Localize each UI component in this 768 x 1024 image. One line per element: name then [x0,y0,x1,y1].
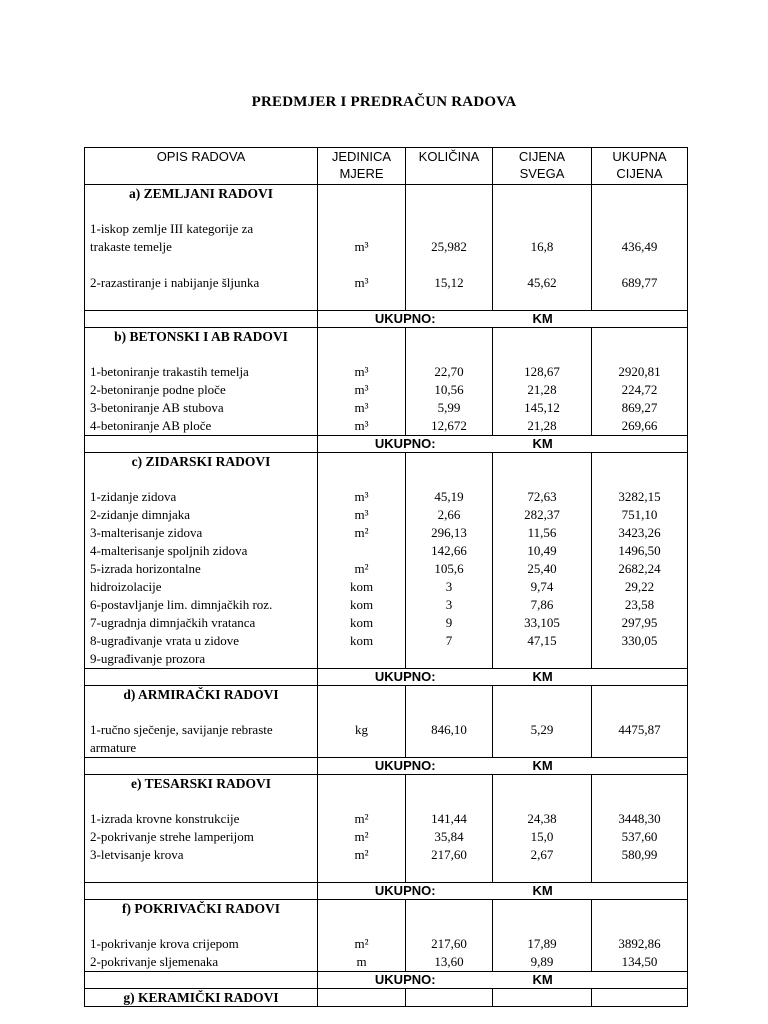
subtotal-row [85,758,688,775]
item-quantity-line [406,345,492,363]
item-quantity-line: 45,19 [434,489,464,504]
item-price-line: 10,49 [527,543,557,558]
item-total-line [592,345,687,363]
subtotal-currency: KM [493,972,688,989]
item-total-line: 2920,81 [618,364,661,379]
item-quantity-line: 105,6 [434,561,464,576]
item-price-line: 33,105 [524,615,560,630]
item-unit-line: m² [354,936,369,951]
item-quantity-line: 217,60 [431,847,467,862]
item-description-line: 1-izrada krovne konstrukcije [90,811,240,826]
item-price [493,185,592,311]
subtotal-label: UKUPNO: [318,883,493,900]
item-quantity [406,775,493,883]
item-quantity-line: 217,60 [431,936,467,951]
subtotal-label: UKUPNO: [318,758,493,775]
item-unit [318,328,406,436]
item-price-line: 128,67 [524,364,560,379]
item-description-line: 2-betoniranje podne ploče [90,382,226,397]
item-total-line: 2682,24 [618,561,661,576]
item-description-line: 9-ugrađivanje prozora [90,651,206,666]
item-price-line [493,202,591,220]
item-total [592,328,688,436]
item-price-line [493,917,591,935]
subtotal-row [85,883,688,900]
item-quantity-line: 15,12 [434,275,464,290]
header-cijena: CIJENA SVEGA [493,148,592,185]
item-price-line: 9,89 [530,954,554,969]
item-price-line [493,739,591,757]
item-unit-line: m² [354,847,369,862]
item-total-line: 134,50 [621,954,658,969]
item-price-line: 72,63 [527,489,557,504]
item-description-line: 7-ugradnja dimnjačkih vratanca [90,615,256,630]
item-quantity-line: 142,66 [431,543,467,558]
section-title: g) KERAMIČKI RADOVI [123,990,279,1005]
subtotal-blank [85,669,318,686]
item-quantity-line: 846,10 [431,722,467,737]
item-price [493,989,592,1007]
item-quantity-line [406,220,492,238]
item-unit [318,989,406,1007]
item-total [592,989,688,1007]
item-unit-line [318,220,405,238]
item-total [592,686,688,758]
section-title: f) POKRIVAČKI RADOVI [121,901,280,916]
item-unit-line: kom [349,633,374,648]
item-unit-line: m³ [354,418,369,433]
item-description [85,686,318,758]
item-price-line: 145,12 [524,400,560,415]
item-description-line: 2-zidanje dimnjaka [90,507,190,522]
item-price-line: 21,28 [527,418,557,433]
item-unit [318,686,406,758]
subtotal-blank [85,436,318,453]
item-description-line: 5-izrada horizontalne [90,561,201,576]
item-description-line [85,202,317,220]
item-price-line [493,220,591,238]
item-description-line: 2-razastiranje i nabijanje šljunka [90,275,260,290]
item-unit-line [318,542,405,560]
item-total [592,900,688,972]
item-total-line: 3423,26 [618,525,661,540]
item-total [592,185,688,311]
item-price-line [493,703,591,721]
item-total-line [592,917,687,935]
item-total-line [592,792,687,810]
item-description-line [85,703,317,721]
item-description-line: 3-betoniranje AB stubova [90,400,224,415]
item-total-line: 3448,30 [618,811,661,826]
item-unit-line: m² [354,561,369,576]
section-title: c) ZIDARSKI RADOVI [131,454,271,469]
header-ukupna: UKUPNA CIJENA [592,148,688,185]
section-row [85,686,688,758]
item-unit-line: kom [349,597,374,612]
item-total-line: 537,60 [621,829,658,844]
item-total-line: 3282,15 [618,489,661,504]
item-price-line: 15,0 [530,829,554,844]
item-quantity-line: 10,56 [434,382,464,397]
item-total [592,453,688,669]
subtotal-label: UKUPNO: [318,669,493,686]
item-price-line: 25,40 [527,561,557,576]
item-description-line [85,917,317,935]
item-price-line [493,650,591,668]
item-unit-line: m² [354,811,369,826]
item-quantity-line: 22,70 [434,364,464,379]
item-price-line: 2,67 [530,847,554,862]
subtotal-label: UKUPNO: [318,311,493,328]
item-unit-line: m³ [354,239,369,254]
item-total-line [592,256,687,274]
item-unit-line [318,202,405,220]
item-unit-line: m³ [354,400,369,415]
item-total-line: 224,72 [621,382,658,397]
item-description [85,453,318,669]
section-title: b) BETONSKI I AB RADOVI [114,329,288,344]
item-quantity-line: 9 [445,615,453,630]
item-total-line [592,220,687,238]
section-title: e) TESARSKI RADOVI [130,776,272,791]
item-description-line: 1-ručno sječenje, savijanje rebraste [90,722,273,737]
item-quantity [406,328,493,436]
item-unit-line [318,917,405,935]
subtotal-currency: KM [493,436,688,453]
item-quantity-line [406,739,492,757]
item-description-line: 8-ugrađivanje vrata u zidove [90,633,240,648]
subtotal-blank [85,758,318,775]
item-total-line: 297,95 [621,615,658,630]
item-total-line [592,470,687,488]
item-quantity-line: 3 [445,579,453,594]
item-price [493,686,592,758]
item-price-line: 21,28 [527,382,557,397]
item-description-line: 4-betoniranje AB ploče [90,418,212,433]
item-price-line: 282,37 [524,507,560,522]
item-unit-line [318,739,405,757]
section-row [85,900,688,972]
item-quantity-line [406,256,492,274]
item-quantity-line: 2,66 [437,507,461,522]
item-quantity-line [406,202,492,220]
item-description-line: hidroizolacije [90,579,162,594]
item-total-line: 1496,50 [618,543,661,558]
item-price-line [493,345,591,363]
item-quantity-line [406,650,492,668]
cost-estimate-table [84,147,688,1007]
item-unit-line [318,792,405,810]
item-description [85,328,318,436]
section-row [85,453,688,669]
item-total-line: 3892,86 [618,936,661,951]
item-price-line: 45,62 [527,275,557,290]
subtotal-blank [85,972,318,989]
item-unit [318,185,406,311]
subtotal-row [85,669,688,686]
item-quantity-line: 25,982 [431,239,467,254]
item-quantity-line [406,917,492,935]
item-total-line: 689,77 [621,275,658,290]
item-unit-line: m² [354,829,369,844]
item-price-line: 7,86 [530,597,554,612]
item-total-line: 751,10 [621,507,658,522]
item-quantity-line [406,792,492,810]
item-price [493,328,592,436]
subtotal-blank [85,883,318,900]
subtotal-currency: KM [493,669,688,686]
item-description-line [85,470,317,488]
item-total-line: 436,49 [621,239,658,254]
item-unit-line [318,703,405,721]
item-price-line: 24,38 [527,811,557,826]
item-unit-line: m [356,954,367,969]
item-quantity-line: 3 [445,597,453,612]
item-description-line: trakaste temelje [90,239,172,254]
item-total-line [592,703,687,721]
section-row [85,185,688,311]
item-price-line: 5,29 [530,722,554,737]
item-price-line [493,470,591,488]
item-unit-line [318,345,405,363]
item-total-line: 23,58 [624,597,655,612]
item-description-line [85,345,317,363]
item-description-line: 1-betoniranje trakastih temelja [90,364,249,379]
item-description-line: 1-iskop zemlje III kategorije za [90,221,254,236]
item-quantity-line: 7 [445,633,453,648]
section-title: d) ARMIRAČKI RADOVI [123,687,279,702]
item-quantity-line: 12,672 [431,418,467,433]
header-row [85,148,688,185]
item-description [85,775,318,883]
subtotal-label: UKUPNO: [318,972,493,989]
item-total-line: 29,22 [624,579,655,594]
item-quantity [406,686,493,758]
item-unit-line: m³ [354,382,369,397]
item-price [493,775,592,883]
item-total-line [592,739,687,757]
item-unit-line: kg [355,722,368,737]
item-unit [318,453,406,669]
section-row [85,328,688,436]
item-total-line: 869,27 [621,400,658,415]
item-description-line: 2-pokrivanje sljemenaka [90,954,219,969]
item-description-line: 3-malterisanje zidova [90,525,203,540]
item-description [85,989,318,1007]
subtotal-label: UKUPNO: [318,436,493,453]
item-quantity-line: 35,84 [434,829,464,844]
item-description-line: 4-malterisanje spoljnih zidova [90,543,248,558]
item-unit-line [318,256,405,274]
subtotal-blank [85,311,318,328]
page-title: PREDMJER I PREDRAČUN RADOVA [251,94,517,110]
item-unit-line: m³ [354,507,369,522]
subtotal-row [85,436,688,453]
item-price-line [493,256,591,274]
header-kolicina: KOLIČINA [406,148,493,185]
item-price-line: 9,74 [530,579,554,594]
item-unit-line [318,470,405,488]
item-price [493,900,592,972]
item-quantity-line: 141,44 [431,811,467,826]
item-quantity-line: 13,60 [434,954,464,969]
item-quantity-line [406,703,492,721]
item-unit-line [318,650,405,668]
item-description-line: 1-pokrivanje krova crijepom [90,936,239,951]
section-title: a) ZEMLJANI RADOVI [128,186,273,201]
subtotal-currency: KM [493,758,688,775]
item-quantity-line [406,470,492,488]
header-jedinica: JEDINICA MJERE [318,148,406,185]
subtotal-row [85,311,688,328]
item-total-line: 580,99 [621,847,658,862]
item-quantity-line: 5,99 [437,400,461,415]
item-unit-line: kom [349,615,374,630]
item-price-line: 11,56 [527,525,557,540]
item-description-line [85,256,317,274]
item-price [493,453,592,669]
item-quantity [406,185,493,311]
item-quantity [406,900,493,972]
item-description-line: 2-pokrivanje strehe lamperijom [90,829,254,844]
item-total-line: 4475,87 [618,722,661,737]
item-total-line: 330,05 [621,633,658,648]
item-price-line: 16,8 [530,239,554,254]
item-total-line: 269,66 [621,418,658,433]
item-unit-line: m³ [354,275,369,290]
item-quantity [406,989,493,1007]
item-total-line [592,650,687,668]
item-unit-line: m³ [354,489,369,504]
item-description-line: 3-letvisanje krova [90,847,184,862]
subtotal-row [85,972,688,989]
item-unit-line: kom [349,579,374,594]
item-unit [318,900,406,972]
item-description [85,900,318,972]
item-unit-line: m² [354,525,369,540]
subtotal-currency: KM [493,883,688,900]
subtotal-currency: KM [493,311,688,328]
item-total-line [592,202,687,220]
item-unit-line: m³ [354,364,369,379]
item-description [85,185,318,311]
header-opis: OPIS RADOVA [85,148,318,185]
item-price-line: 17,89 [527,936,557,951]
item-quantity-line: 296,13 [431,525,467,540]
item-price-line: 47,15 [527,633,557,648]
item-description-line: 6-postavljanje lim. dimnjačkih roz. [90,597,273,612]
item-unit [318,775,406,883]
item-description-line [85,792,317,810]
section-row [85,775,688,883]
item-quantity [406,453,493,669]
item-description-line: 1-zidanje zidova [90,489,177,504]
item-price-line [493,792,591,810]
item-total [592,775,688,883]
item-description-line: armature [90,740,137,755]
section-row [85,989,688,1007]
